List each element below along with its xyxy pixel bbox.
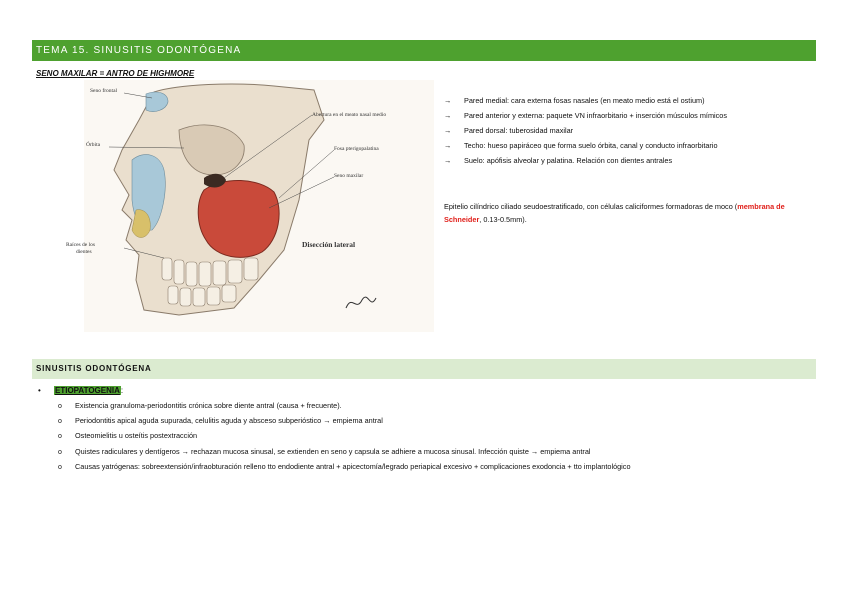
wall-list <box>444 93 727 168</box>
arrow-icon: → <box>444 96 452 105</box>
arrow-icon: → <box>444 156 452 165</box>
maxillary-sinus-shape <box>198 180 279 257</box>
label-abertura: Abertura en el meato nasal medio <box>312 112 387 118</box>
label-seno-maxilar: Seno maxilar <box>334 173 364 179</box>
circle-bullet-icon: o <box>58 418 62 426</box>
epithelium-paragraph: Epitelio cilíndrico ciliado seudoestratificado, con células caliciformes formadoras de moco (membrana de Schneider, 0.13-0.5mm). <box>444 202 785 224</box>
circle-bullet-icon: o <box>58 403 62 410</box>
anatomy-figure <box>66 80 434 332</box>
list-item: o Causas yatrógenas: sobreextensión/infraobturación relleno tto endodiente antral + apicectomía/legrado periapical excesivo + complicaciones exodoncia + tto implantológico <box>58 460 631 475</box>
arrow-icon: → <box>444 126 452 135</box>
list-item: o Osteomielitis u osteítis postextracción <box>58 429 631 444</box>
list-item: → Suelo: apófisis alveolar y palatina. Relación con dientes antrales <box>444 153 727 168</box>
label-diseccion: Disección lateral <box>302 240 356 249</box>
arrow-icon: → <box>444 141 452 150</box>
label-raices-2: dientes <box>76 249 92 255</box>
label-seno-frontal: Seno frontal <box>90 88 118 94</box>
section-heading: SINUSITIS ODONTÓGENA <box>32 359 816 379</box>
list-item: o Quistes radiculares y dentígeros → rechazan mucosa sinusal, se extienden en seno y capsula se adhiere a mucosa sinusal. Infección quiste → empiema antral <box>58 445 631 460</box>
list-item: → Techo: hueso papiráceo que forma suelo órbita, canal y conducto infraorbitario <box>444 138 727 153</box>
artist-signature <box>346 297 376 308</box>
list-item: o Existencia granuloma-periodontitis crónica sobre diente antral (causa + frecuente). <box>58 399 631 414</box>
label-orbita: Órbita <box>86 142 101 148</box>
etiopatogenia-heading: • ETIOPATOGENIA: <box>38 386 124 395</box>
circle-bullet-icon: o <box>58 448 62 456</box>
list-item: o Periodontitis apical aguda supurada, celulitis aguda y absceso subperióstico → empiema antral <box>58 414 631 429</box>
schneider-highlight: membrana de Schneider <box>444 202 785 224</box>
etiopatogenia-list <box>58 399 631 475</box>
label-raices-1: Raíces de los <box>66 242 96 248</box>
page-title: TEMA 15. SINUSITIS ODONTÓGENA <box>32 40 816 61</box>
arrow-icon: → <box>444 111 452 120</box>
circle-bullet-icon: o <box>58 433 62 441</box>
list-item: → Pared medial: cara externa fosas nasales (en meato medio está el ostium) <box>444 93 727 108</box>
section-subtitle: SENO MAXILAR = ANTRO DE HIGHMORE <box>36 69 195 78</box>
circle-bullet-icon: o <box>58 463 62 471</box>
list-item: → Pared anterior y externa: paquete VN infraorbitario + inserción músculos mímicos <box>444 108 727 123</box>
list-item: → Pared dorsal: tuberosidad maxilar <box>444 123 727 138</box>
label-fosa: Fosa pterigopalatina <box>334 146 379 152</box>
bullet-icon: • <box>38 386 41 395</box>
etiopatogenia-label: ETIOPATOGENIA <box>55 386 120 395</box>
